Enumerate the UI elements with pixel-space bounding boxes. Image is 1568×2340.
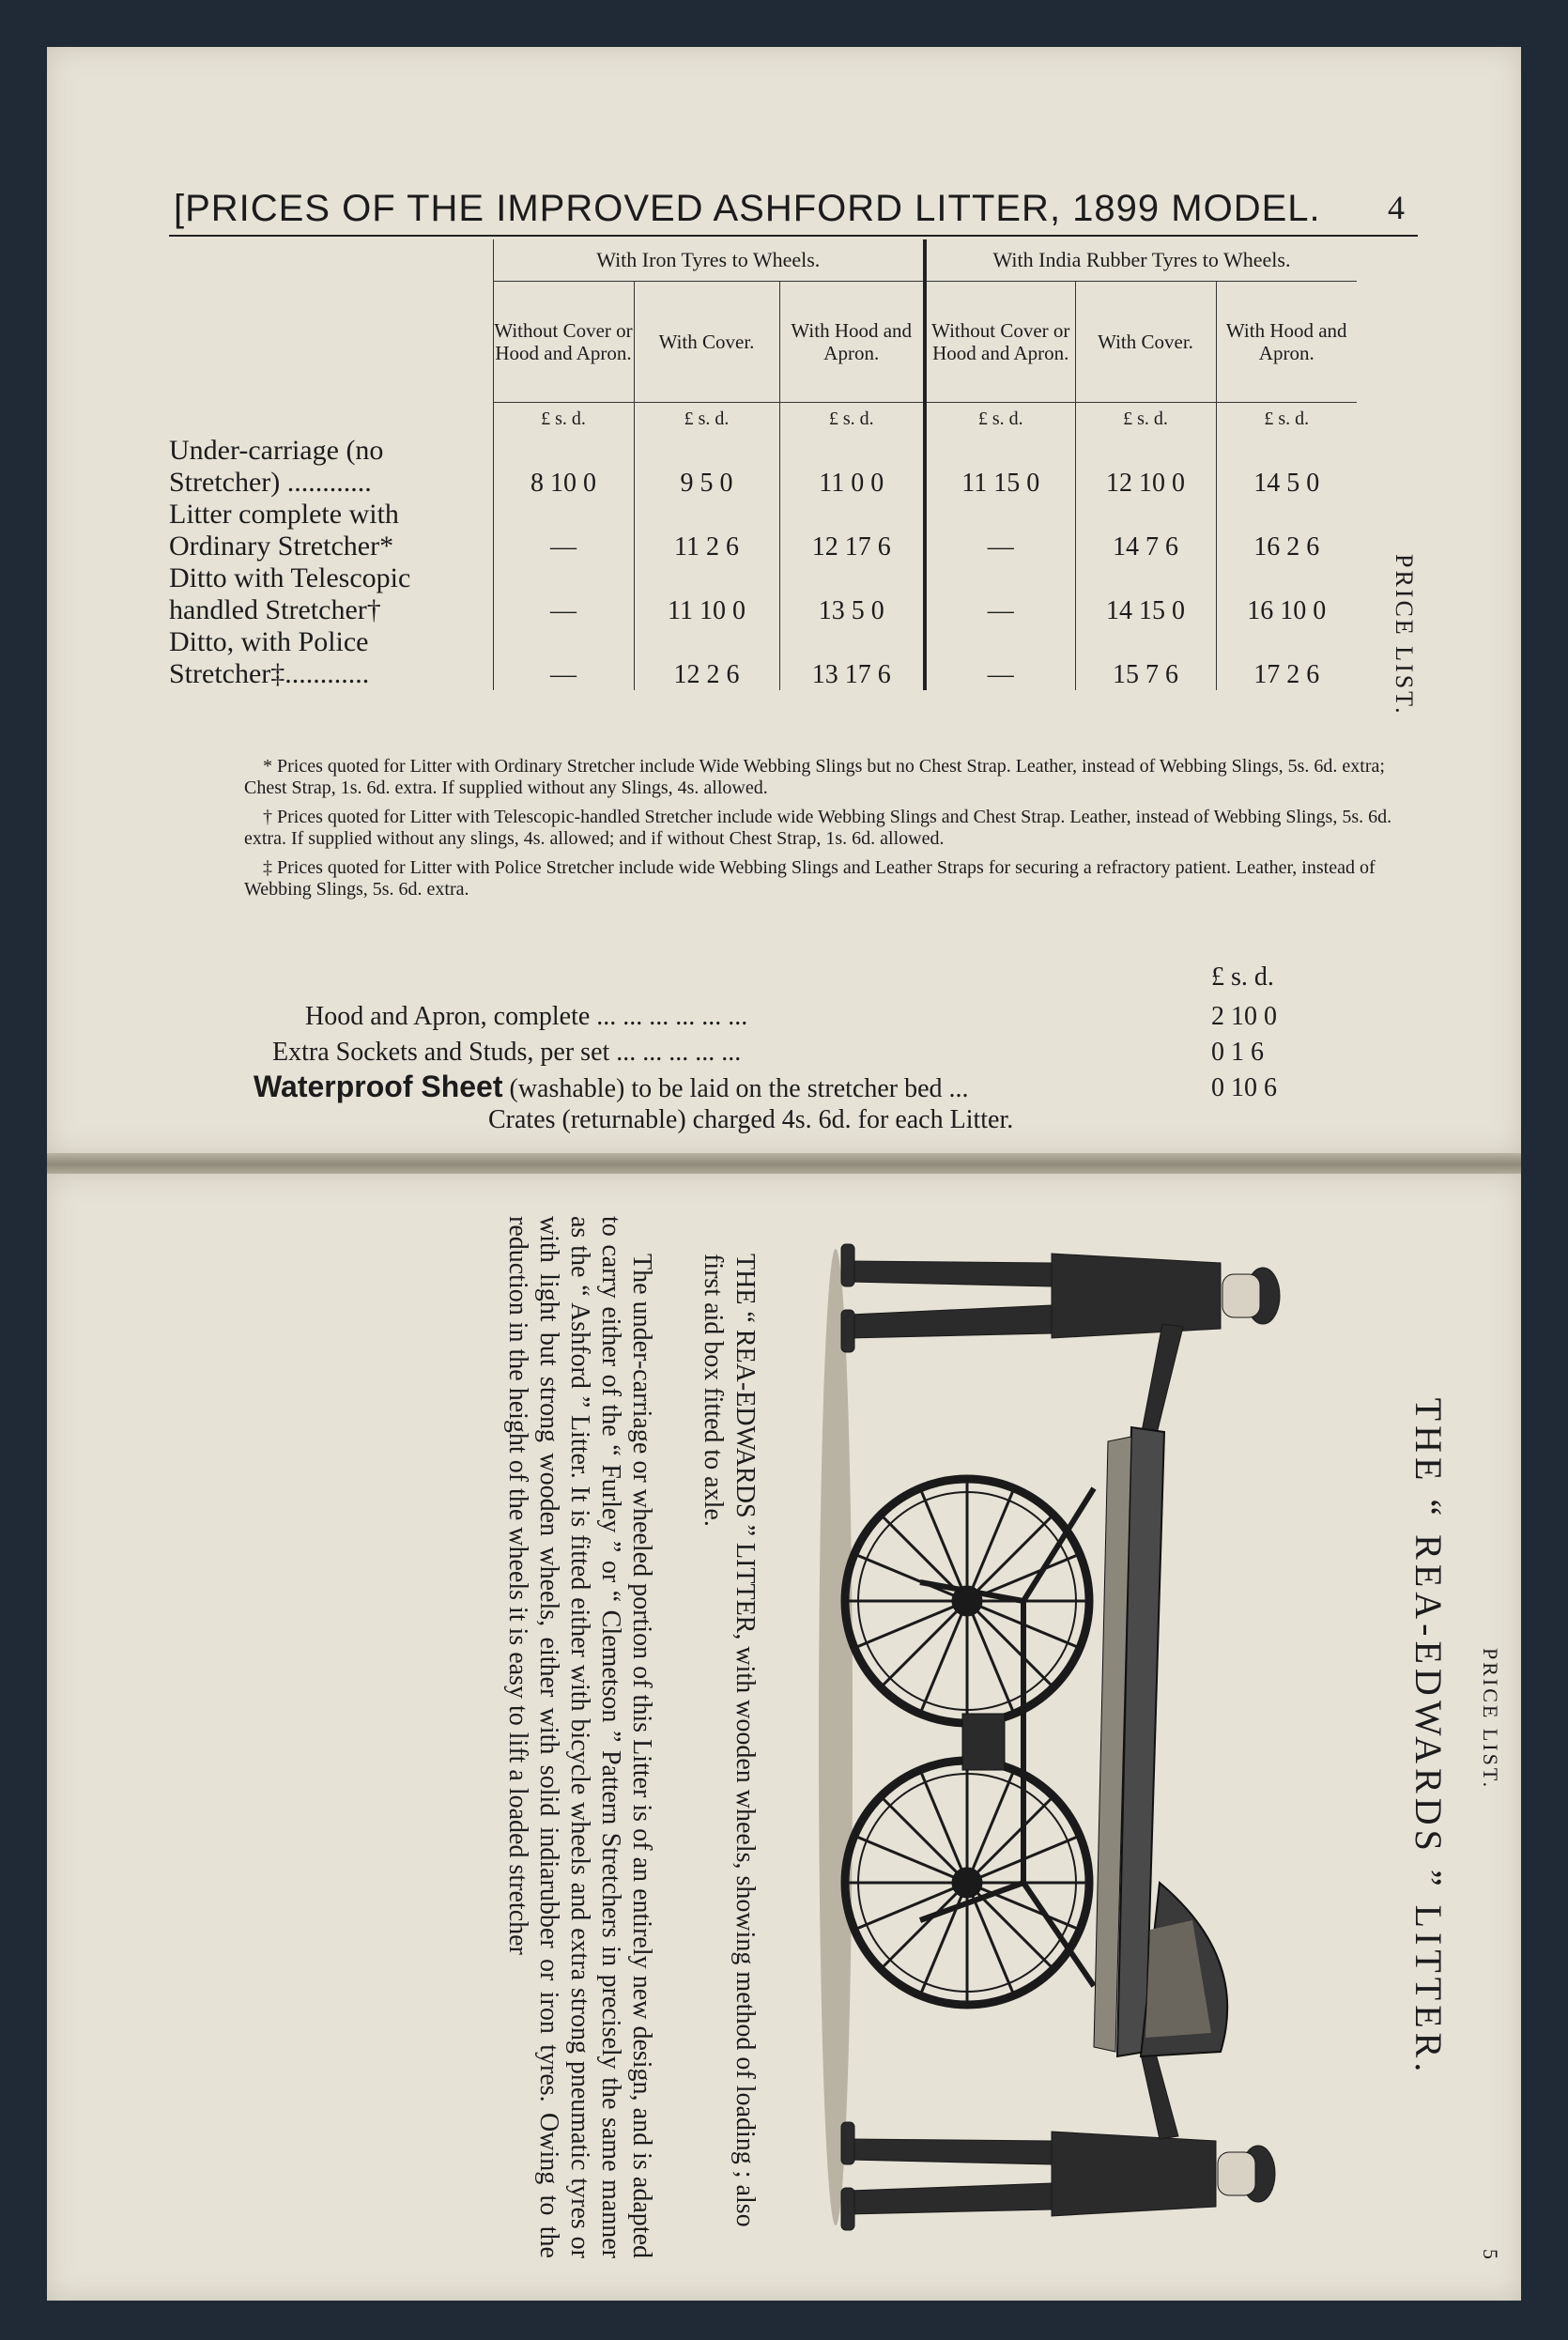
page-title: [PRICES OF THE IMPROVED ASHFORD LITTER, 1899 MODEL. xyxy=(174,188,1321,229)
extra-value: 0 10 6 xyxy=(1211,1073,1277,1102)
list-item xyxy=(254,1070,969,1104)
price-cell: 16 2 6 xyxy=(1216,499,1357,562)
title-rule xyxy=(169,235,1418,237)
row-label: Ditto with Telescopic handled Stretcher† xyxy=(169,562,411,625)
column-header: With Hood and Apron. xyxy=(779,282,925,403)
body-text: The under-carriage or wheeled portion of this Litter is of an entirely new design, and is adapted to carry either of the “ Furley ” or “ Clemetson ” Pattern Stretchers in precisely the same manner as the “ Ashford ” Litter. It is fitted either with bicycle wheels and extra strong pneumatic tyres or with light but strong wooden wheels, either with solid indiarubber or iron tyres. Owing to the reduction in the height of the wheels it is easy to lift a loaded stretcher xyxy=(503,1216,656,2258)
price-cell: — xyxy=(925,562,1075,626)
table-row xyxy=(169,435,1357,499)
price-cell: — xyxy=(493,499,634,562)
illustration-caption: THE “ REA-EDWARDS ” LITTER, with wooden wheels, showing method of loading ; also first aid box fitted to axle. xyxy=(699,1254,760,2227)
price-cell: 12 17 6 xyxy=(779,499,925,562)
price-cell: 13 5 0 xyxy=(779,562,925,626)
price-cell: 15 7 6 xyxy=(1075,626,1216,690)
column-header: With Cover. xyxy=(1075,282,1216,403)
price-cell: — xyxy=(925,626,1075,690)
litter-engraving-illustration xyxy=(798,1207,1361,2268)
book-gutter xyxy=(47,1153,1521,1176)
extra-label: (washable) to be laid on the stretcher bed ... xyxy=(502,1074,969,1103)
price-cell: 9 5 0 xyxy=(634,435,779,499)
extra-value: 0 1 6 xyxy=(1211,1038,1264,1067)
row-label: Ditto, with Police Stretcher‡............ xyxy=(169,626,370,689)
unit-header: £ s. d. xyxy=(925,403,1075,436)
price-cell: — xyxy=(493,626,634,690)
price-cell: — xyxy=(493,562,634,626)
extra-label-bold: Waterproof Sheet xyxy=(254,1070,503,1103)
footnotes xyxy=(244,756,1427,908)
column-header: Without Cover or Hood and Apron. xyxy=(925,282,1075,403)
price-cell: 12 10 0 xyxy=(1075,435,1216,499)
price-cell: 11 0 0 xyxy=(779,435,925,499)
group-header-rubber: With India Rubber Tyres to Wheels. xyxy=(925,239,1357,282)
column-header: With Hood and Apron. xyxy=(1216,282,1357,403)
price-cell: 11 2 6 xyxy=(634,499,779,562)
extra-label: Hood and Apron, complete ... ... ... ... ... ... xyxy=(305,1002,748,1031)
price-cell: 12 2 6 xyxy=(634,626,779,690)
running-header: PRICE LIST. xyxy=(1479,1648,1502,1791)
list-item xyxy=(305,1002,747,1032)
price-cell: 11 10 0 xyxy=(634,562,779,626)
group-header-iron: With Iron Tyres to Wheels. xyxy=(493,239,925,282)
price-cell: 14 15 0 xyxy=(1075,562,1216,626)
footnote: † Prices quoted for Litter with Telescopic-handled Stretcher include wide Webbing Slings and Chest Strap. Leather, instead of Webbing Slings, 5s. 6d. extra. If supplied without any slings, 4s. allowed; and if without Chest Strap, 1s. 6d. allowed. xyxy=(244,807,1392,849)
row-label: Litter complete with Ordinary Stretcher* xyxy=(169,499,399,562)
price-cell: 16 10 0 xyxy=(1216,562,1357,626)
price-cell: 14 7 6 xyxy=(1075,499,1216,562)
column-header: Without Cover or Hood and Apron. xyxy=(493,282,634,403)
extra-value: 2 10 0 xyxy=(1211,1002,1277,1031)
table-corner xyxy=(169,239,493,282)
column-header: With Cover. xyxy=(634,282,779,403)
table-row xyxy=(169,562,1357,626)
footnote: ‡ Prices quoted for Litter with Police Stretcher include wide Webbing Slings and Leather Straps for securing a refractory patient. Leather, instead of Webbing Slings, 5s. 6d. extra. xyxy=(244,857,1376,900)
extra-label: Extra Sockets and Studs, per set ... ... ... ... ... xyxy=(272,1038,742,1067)
price-cell: 13 17 6 xyxy=(779,626,925,690)
list-item xyxy=(272,1038,741,1068)
price-cell: 17 2 6 xyxy=(1216,626,1357,690)
price-list-page-4 xyxy=(47,47,1521,1155)
crates-note: Crates (returnable) charged 4s. 6d. for each Litter. xyxy=(488,1105,1014,1134)
table-row xyxy=(169,499,1357,562)
extras-unit-header: £ s. d. xyxy=(1211,962,1274,992)
side-header: PRICE LIST. xyxy=(1391,554,1418,716)
page-title: THE “ REA-EDWARDS ” LITTER. xyxy=(1407,1397,1450,2077)
row-label: Under-carriage (no Stretcher) ............ xyxy=(169,435,384,498)
page-number: 4 xyxy=(1388,189,1405,226)
price-cell: — xyxy=(925,499,1075,562)
unit-header: £ s. d. xyxy=(1075,403,1216,436)
unit-header: £ s. d. xyxy=(779,403,925,436)
price-cell: 8 10 0 xyxy=(493,435,634,499)
price-cell: 11 15 0 xyxy=(925,435,1075,499)
footnote: * Prices quoted for Litter with Ordinary Stretcher include Wide Webbing Slings but no Chest Strap. Leather, instead of Webbing Slings, 5s. 6d. extra; Chest Strap, 1s. 6d. extra. If supplied without any Slings, 4s. allowed. xyxy=(244,756,1385,798)
unit-header: £ s. d. xyxy=(493,403,634,436)
price-list-page-5 xyxy=(47,1174,1521,2301)
rotated-page-content xyxy=(75,1197,1502,2277)
price-table xyxy=(169,239,1357,690)
price-cell: 14 5 0 xyxy=(1216,435,1357,499)
unit-header: £ s. d. xyxy=(1216,403,1357,436)
page-number: 5 xyxy=(1479,2249,1502,2262)
table-row xyxy=(169,626,1357,690)
unit-header: £ s. d. xyxy=(634,403,779,436)
